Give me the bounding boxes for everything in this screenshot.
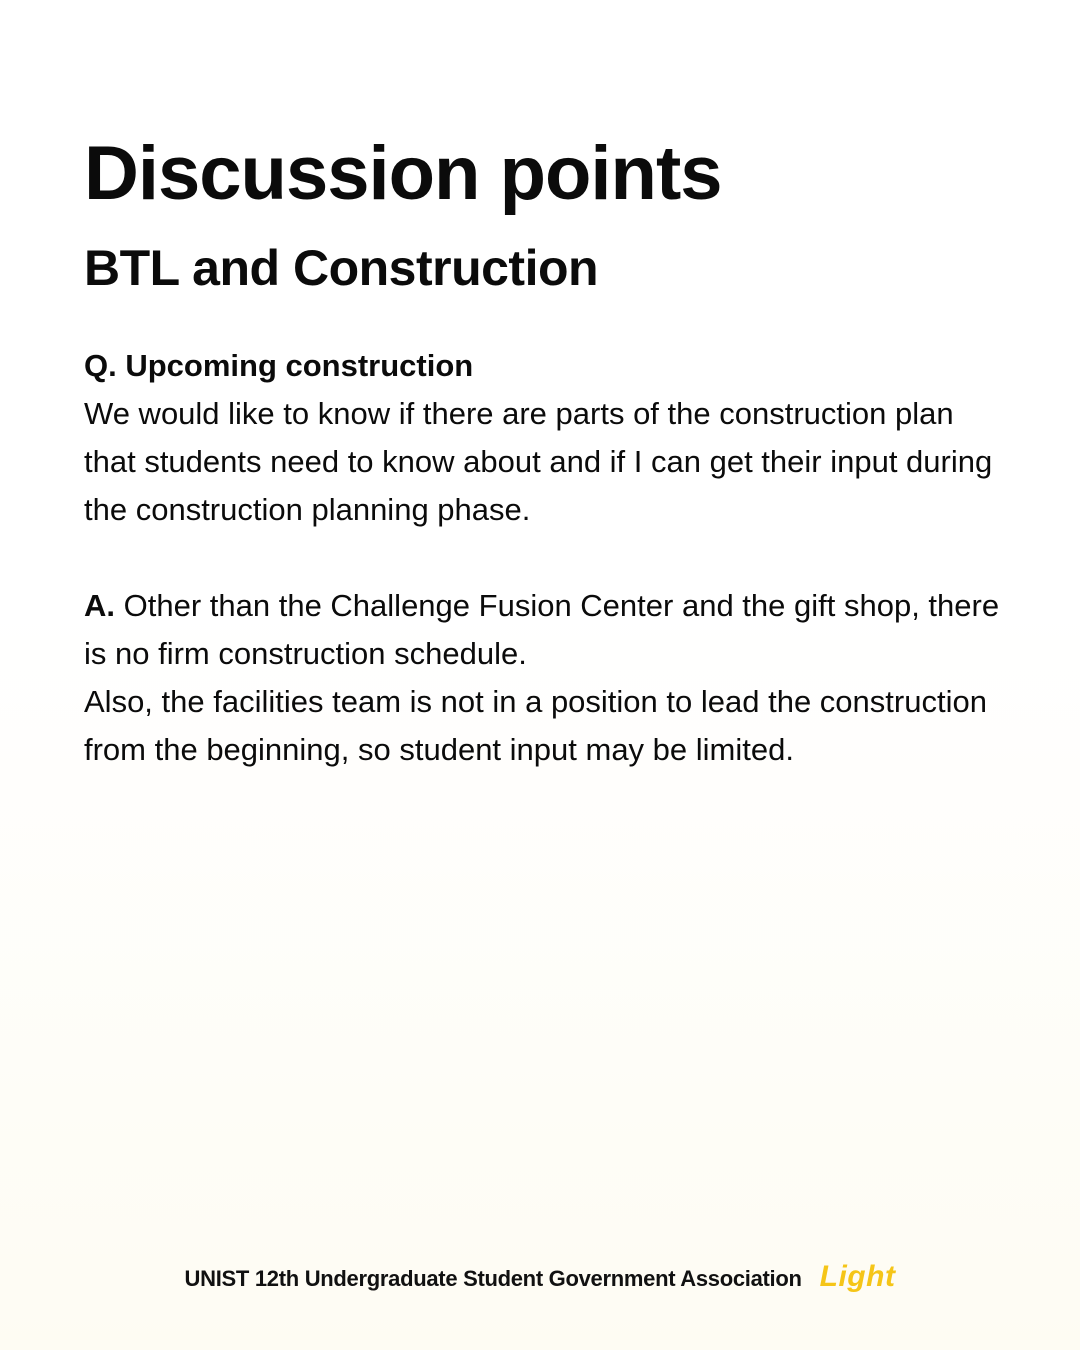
page-title: Discussion points (84, 131, 722, 216)
footer-organization: UNIST 12th Undergraduate Student Government Association (184, 1266, 802, 1291)
page-subtitle: BTL and Construction (84, 240, 599, 296)
answer-first-text: Other than the Challenge Fusion Center and the gift shop, there is no firm construction schedule. (84, 588, 1000, 671)
qa-section (84, 342, 1004, 774)
question-label: Q. Upcoming construction (84, 348, 474, 383)
question-text: We would like to know if there are parts of the construction plan that students need to know about and if I can get their input during the construction planning phase. (84, 396, 993, 527)
question-block (84, 342, 1004, 534)
slide-content (84, 130, 1004, 774)
footer (0, 1260, 1080, 1293)
light-logo: Light (819, 1260, 896, 1293)
answer-block (84, 582, 1004, 774)
answer-prefix: A. (84, 588, 115, 623)
answer-first-line (84, 582, 1004, 678)
answer-second-line: Also, the facilities team is not in a position to lead the construction from the beginning, so student input may be limited. (84, 684, 987, 767)
